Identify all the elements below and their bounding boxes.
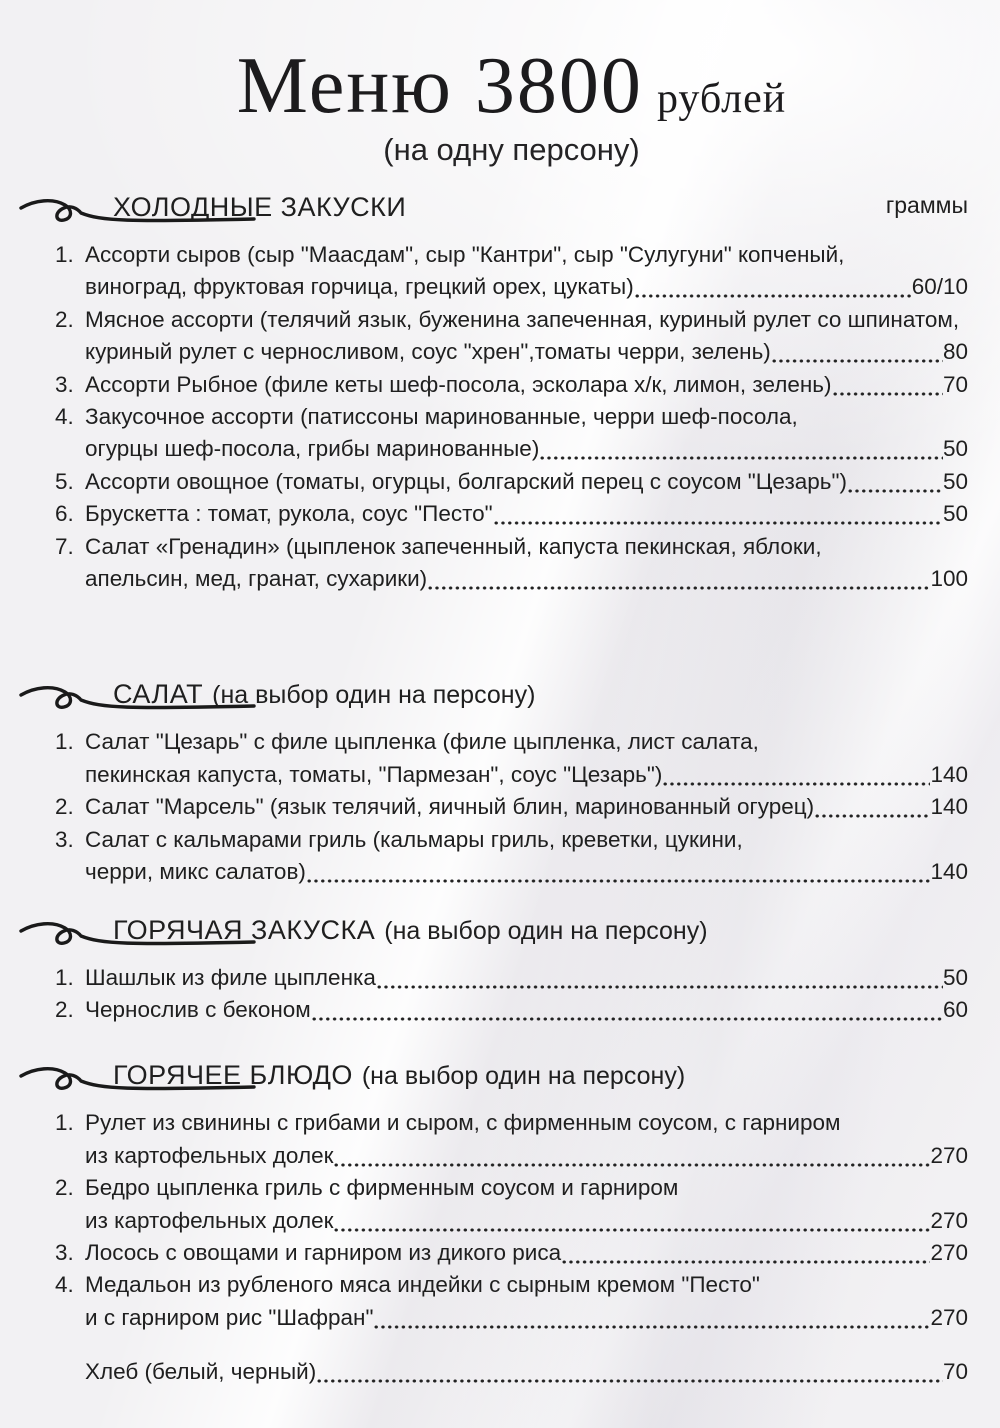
item-text: Лосось с овощами и гарниром из дикого риса (85, 1239, 562, 1265)
menu-item (55, 531, 968, 596)
item-text: Закусочное ассорти (патиссоны маринованные, черри шеф-посола, (85, 404, 798, 430)
section-header (55, 915, 968, 953)
item-line (85, 304, 968, 336)
item-number: 1. (55, 1110, 74, 1136)
item-text: виноград, фруктовая горчица, грецкий орех, цукаты) (85, 274, 634, 300)
menu-item (55, 791, 968, 823)
section-title: ГОРЯЧАЯ ЗАКУСКА (113, 914, 376, 945)
section-header (55, 192, 968, 230)
item-line (85, 791, 968, 823)
dot-leader (494, 498, 943, 530)
item-weight: 270 (930, 1207, 968, 1233)
dot-leader (312, 994, 943, 1026)
section-note: (на выбор один на персону) (384, 916, 708, 945)
item-line (85, 531, 968, 563)
item-number: 2. (55, 306, 74, 332)
item-line (85, 239, 968, 271)
dot-leader (815, 791, 930, 823)
item-line (85, 498, 968, 530)
item-content (85, 498, 968, 530)
item-text: огурцы шеф-посола, грибы маринованные) (85, 436, 540, 462)
menu-item (55, 726, 968, 791)
item-text: Салат "Цезарь" с филе цыпленка (филе цыпленка, лист салата, (85, 729, 759, 755)
item-text: и с гарниром рис "Шафран" (85, 1304, 374, 1330)
item-content (85, 962, 968, 994)
dot-leader (848, 466, 943, 498)
item-number: 4. (55, 1272, 74, 1298)
item-line (85, 1237, 968, 1269)
item-line (85, 726, 968, 758)
bread-weight: 70 (942, 1359, 968, 1385)
item-number: 3. (55, 371, 74, 397)
item-content (85, 239, 968, 304)
item-text: Рулет из свинины с грибами и сыром, с фирменным соусом, с гарниром (85, 1110, 841, 1136)
section-note: (на выбор один на персону) (212, 681, 536, 710)
item-text: Мясное ассорти (телячий язык, буженина запеченная, куриный рулет со шпинатом, (85, 306, 960, 332)
item-number: 6. (55, 501, 74, 527)
item-content (85, 726, 968, 791)
item-weight: 270 (930, 1142, 968, 1168)
dot-leader (635, 271, 912, 303)
item-text: Ассорти Рыбное (филе кеты шеф-посола, эсколара х/к, лимон, зелень) (85, 371, 832, 397)
item-weight: 80 (942, 339, 968, 365)
item-line (85, 824, 968, 856)
item-weight: 50 (942, 501, 968, 527)
bread-spacer (55, 1356, 85, 1388)
section-items (55, 726, 968, 888)
item-text: Медальон из рубленого мяса индейки с сырным кремом "Песто" (85, 1272, 760, 1298)
item-weight: 140 (930, 794, 968, 820)
item-content (85, 466, 968, 498)
dot-leader (307, 856, 931, 888)
bread-item (55, 1356, 968, 1388)
dot-leader (772, 336, 943, 368)
item-weight: 270 (930, 1239, 968, 1265)
item-text: из картофельных долек (85, 1142, 334, 1168)
grams-column-label: граммы (885, 192, 968, 218)
item-line (85, 369, 968, 401)
menu-title-currency: рублей (656, 76, 787, 122)
item-text: Бедро цыпленка гриль с фирменным соусом и гарниром (85, 1175, 679, 1201)
section-note: (на выбор один на персону) (361, 1062, 686, 1091)
menu-sections (55, 192, 968, 1334)
menu-title: Меню 3800 (236, 42, 643, 130)
section-title: ХОЛОДНЫЕ ЗАКУСКИ (113, 192, 407, 222)
item-number: 7. (55, 533, 74, 559)
item-text: апельсин, мед, гранат, сухарики) (85, 566, 428, 592)
dot-leader (334, 1140, 930, 1172)
item-text: пекинская капуста, томаты, "Пармезан", соус "Цезарь") (85, 761, 663, 787)
item-weight: 60 (942, 996, 968, 1022)
item-weight: 270 (930, 1304, 968, 1330)
dot-leader (540, 433, 943, 465)
item-line (85, 1205, 968, 1237)
item-text: Шашлык из филе цыпленка (85, 964, 376, 990)
item-number: 1. (55, 964, 74, 990)
item-line (85, 1269, 968, 1301)
menu-item (55, 1172, 968, 1237)
item-weight: 100 (930, 566, 968, 592)
section-title: САЛАТ (113, 679, 204, 710)
dot-leader (428, 563, 930, 595)
menu-section (55, 915, 968, 1027)
menu-item (55, 994, 968, 1026)
menu-item (55, 369, 968, 401)
section-header (55, 1060, 968, 1098)
menu-subtitle: (на одну персону) (383, 132, 640, 167)
menu-item (55, 1237, 968, 1269)
item-weight: 140 (930, 859, 968, 885)
item-number: 1. (55, 729, 74, 755)
item-line (85, 759, 968, 791)
section-items (55, 239, 968, 595)
item-line (85, 401, 968, 433)
item-line (85, 1172, 968, 1204)
section-title: ГОРЯЧЕЕ БЛЮДО (113, 1060, 353, 1091)
item-line (85, 1140, 968, 1172)
dot-leader (663, 759, 930, 791)
item-weight: 60/10 (911, 274, 968, 300)
item-line (85, 1107, 968, 1139)
dot-leader (562, 1237, 930, 1269)
item-number: 1. (55, 242, 74, 267)
dot-leader (833, 369, 943, 401)
item-line (85, 466, 968, 498)
item-text: куриный рулет с черносливом, соус "хрен",томаты черри, зелень) (85, 339, 771, 365)
menu-item (55, 962, 968, 994)
item-content (85, 1269, 968, 1334)
menu-item (55, 466, 968, 498)
menu-item (55, 824, 968, 889)
item-text: Ассорти сыров (сыр "Маасдам", сыр "Кантри", сыр "Сулугуни" копченый, (85, 242, 845, 267)
item-number: 2. (55, 1175, 74, 1201)
item-text: Чернослив с беконом (85, 996, 311, 1022)
item-content (85, 824, 968, 889)
item-content (85, 369, 968, 401)
menu-item (55, 1269, 968, 1334)
menu-item (55, 498, 968, 530)
menu-section (55, 192, 968, 595)
item-content (85, 791, 968, 823)
item-text: Салат "Марсель" (язык телячий, яичный блин, маринованный огурец) (85, 794, 815, 820)
item-number: 2. (55, 996, 74, 1022)
item-number: 2. (55, 794, 74, 820)
item-weight: 140 (930, 761, 968, 787)
section-header (55, 679, 968, 717)
item-line (85, 856, 968, 888)
item-text: Брускетта : томат, рукола, соус "Песто" (85, 501, 493, 527)
item-weight: 50 (942, 964, 968, 990)
item-number: 4. (55, 404, 74, 430)
menu-section (55, 1060, 968, 1334)
item-text: Салат с кальмарами гриль (кальмары гриль, креветки, цукини, (85, 826, 743, 852)
page-title (55, 42, 968, 130)
bread-label: Хлеб (белый, черный) (85, 1359, 317, 1385)
item-line (85, 994, 968, 1026)
item-content (85, 1107, 968, 1172)
item-text: черри, микс салатов) (85, 859, 306, 885)
item-line (85, 433, 968, 465)
item-number: 3. (55, 826, 74, 852)
item-line (85, 1302, 968, 1334)
item-content (85, 1172, 968, 1237)
item-line (85, 336, 968, 368)
menu-item (55, 1107, 968, 1172)
menu-section (55, 679, 968, 888)
item-text: Салат «Гренадин» (цыпленок запеченный, капуста пекинская, яблоки, (85, 533, 822, 559)
section-items (55, 1107, 968, 1334)
section-items (55, 962, 968, 1027)
item-number: 3. (55, 1239, 74, 1265)
item-content (85, 401, 968, 466)
item-line (85, 271, 968, 303)
item-line (85, 962, 968, 994)
item-text: Ассорти овощное (томаты, огурцы, болгарский перец с соусом "Цезарь") (85, 468, 847, 494)
menu-item (55, 304, 968, 369)
item-weight: 50 (942, 468, 968, 494)
menu-item (55, 401, 968, 466)
dot-leader (374, 1302, 930, 1334)
item-content (85, 531, 968, 596)
item-number: 5. (55, 468, 74, 494)
item-content (85, 304, 968, 369)
dot-leader (317, 1356, 943, 1388)
item-content (85, 1237, 968, 1269)
item-line (85, 563, 968, 595)
item-content (85, 994, 968, 1026)
dot-leader (377, 962, 943, 994)
dot-leader (334, 1205, 930, 1237)
item-text: из картофельных долек (85, 1207, 334, 1233)
item-weight: 50 (942, 436, 968, 462)
item-weight: 70 (942, 371, 968, 397)
menu-item (55, 239, 968, 304)
